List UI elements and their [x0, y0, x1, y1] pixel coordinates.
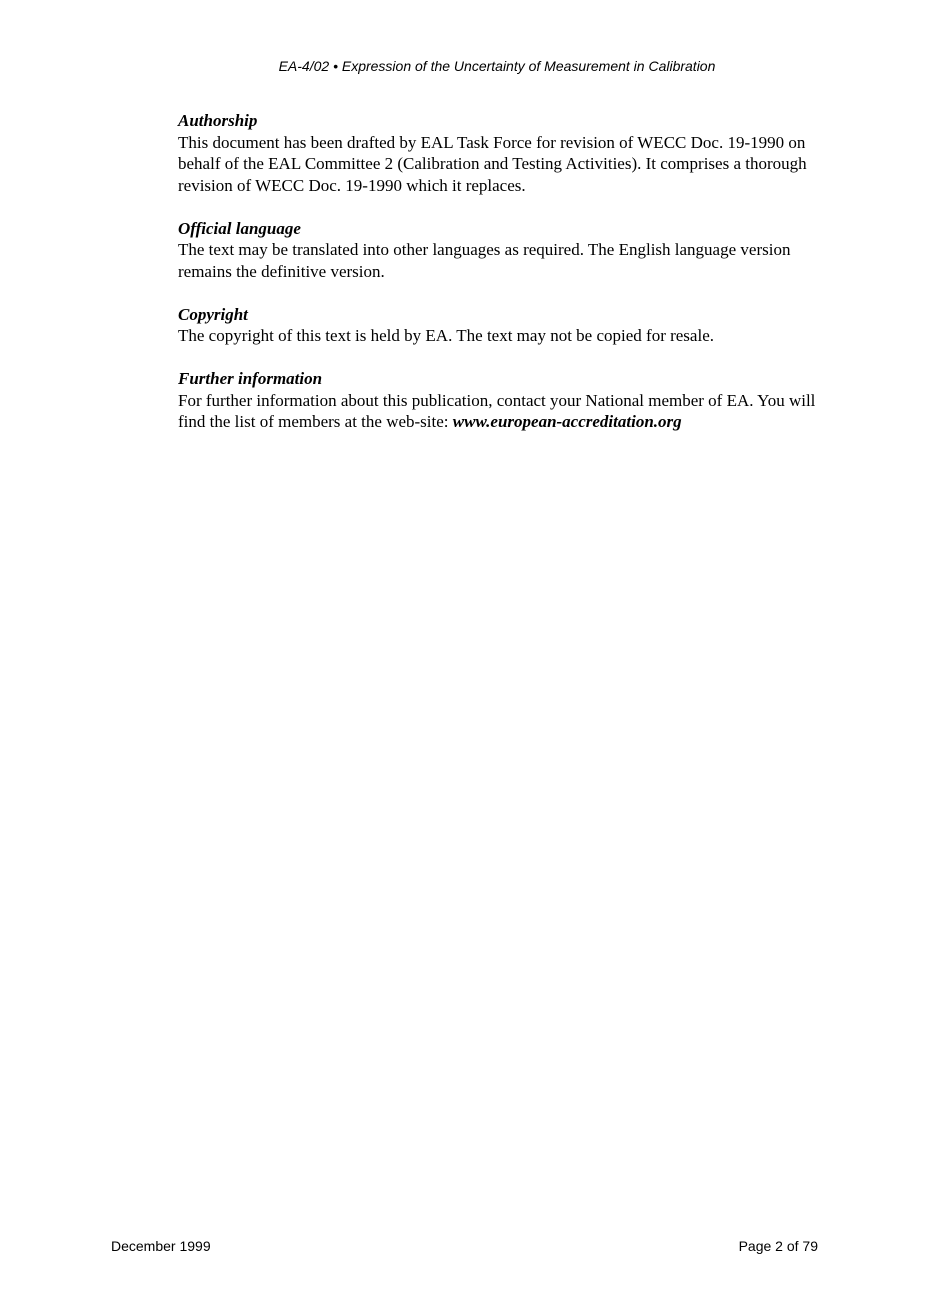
section-text: This document has been drafted by EAL Task Force for revision of WECC Doc. 19-1990 on behalf of the EAL Committee 2 (Calibration and Testing Activities). It comprises a thorough revision of WECC Doc. 19-1990 which it replaces. — [178, 132, 807, 195]
footer-page-number: Page 2 of 79 — [738, 1238, 818, 1254]
section-text: The copyright of this text is held by EA. The text may not be copied for resale. — [178, 326, 714, 345]
footer-date: December 1999 — [111, 1238, 211, 1254]
section-heading: Official language — [178, 218, 301, 238]
section-heading: Authorship — [178, 111, 258, 130]
section-official-language — [178, 218, 818, 283]
section-authorship — [178, 110, 818, 196]
section-text: For further information about this publication, contact your National member of EA. You will find the list of members at the web-site: — [178, 390, 816, 431]
section-heading: Further information — [178, 369, 323, 388]
document-body — [178, 110, 818, 454]
section-copyright — [178, 304, 818, 347]
section-further-information — [178, 368, 818, 433]
running-header: EA-4/02 • Expression of the Uncertainty of Measurement in Calibration — [278, 58, 716, 74]
section-text-container — [178, 390, 818, 433]
section-text: The text may be translated into other languages as required. The English language version remains the definitive version. — [178, 240, 791, 281]
section-heading: Copyright — [178, 304, 248, 324]
website-link[interactable]: www.european-accreditation.org — [452, 412, 682, 431]
